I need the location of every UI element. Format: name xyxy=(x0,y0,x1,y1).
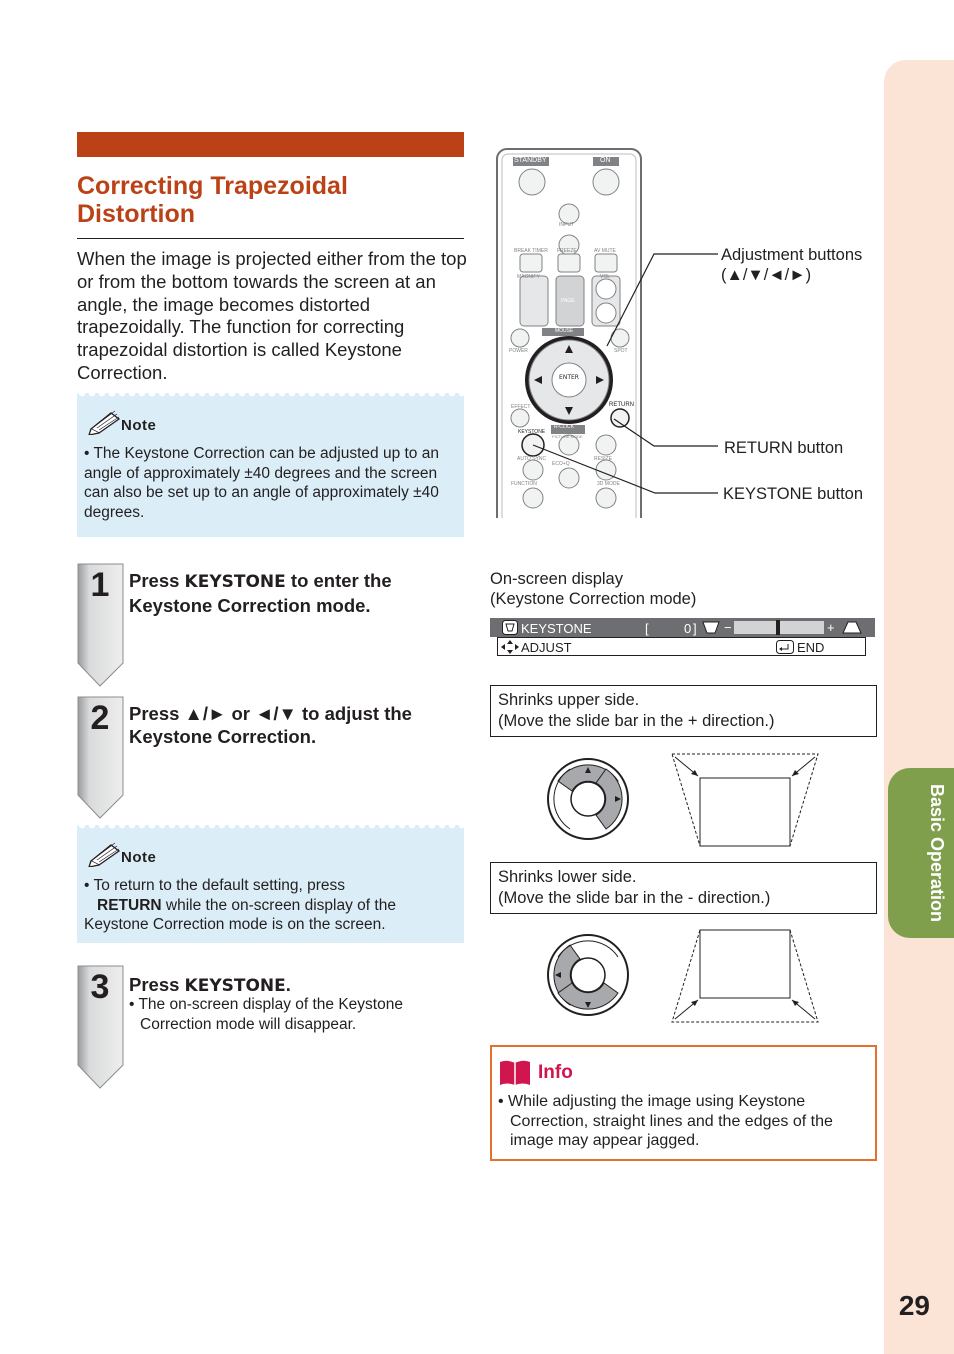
osd-caption: On-screen display (Keystone Correction mode) xyxy=(490,570,697,608)
osd-keystone-label: KEYSTONE xyxy=(521,621,592,636)
osd-value: 0 xyxy=(684,621,692,636)
remote-label-mouse: MOUSE xyxy=(555,328,574,334)
arrow-pad-up-right xyxy=(546,757,636,847)
remote-label-freeze: FREEZE xyxy=(557,248,577,254)
remote-label-on: ON xyxy=(600,157,611,164)
remote-label-standby: STANDBY xyxy=(514,157,547,164)
callout-return-button: RETURN button xyxy=(724,439,844,457)
shrinks-upper-box: Shrinks upper side. (Move the slide bar in the + direction.) xyxy=(490,685,877,737)
remote-label-power: POWER xyxy=(509,348,528,354)
upper-keystone-diagram xyxy=(670,752,820,848)
intro-paragraph: When the image is projected either from the top or from the bottom towards the screen at an angle, the image becomes distorted trapezoidally. The function for correcting trapezoidal distortion is called Keystone Correction. xyxy=(77,248,467,383)
lower-keystone-diagram xyxy=(670,928,820,1024)
note-box-2 xyxy=(77,825,464,943)
note-text: • The Keystone Correction can be adjusted up to an angle of approximately ±40 degrees and the screen can also be set up to an angle of approximately ±40 degrees. xyxy=(84,445,439,521)
step-2-number: 2 xyxy=(90,699,110,737)
remote-label-vol: VOL xyxy=(600,274,611,280)
section-tab-label: Basic Operation xyxy=(927,783,947,923)
osd-plus: + xyxy=(827,620,835,635)
osd-end-label: END xyxy=(797,640,825,655)
note-heading: Note xyxy=(121,849,157,866)
remote-label-r-click: R-CLICK xyxy=(554,424,575,430)
remote-label-page: PAGE xyxy=(561,298,575,304)
trapezoid-down-icon xyxy=(702,621,720,634)
callout-adjustment-buttons: Adjustment buttons (▲/▼/◄/►) xyxy=(721,246,863,284)
callout-lines xyxy=(0,0,954,600)
osd-bracket-close: ] xyxy=(693,621,697,636)
info-heading: Info xyxy=(538,1062,573,1083)
remote-label-3d-mode: 3D MODE xyxy=(597,481,620,487)
remote-label-function: FUNCTION xyxy=(511,481,537,487)
remote-label-effect: EFFECT xyxy=(511,404,531,410)
step-3-bullet: • The on-screen display of the Keystone Correction mode will disappear. xyxy=(129,996,403,1033)
step-1-number: 1 xyxy=(90,566,110,604)
move-arrows-icon xyxy=(501,640,519,654)
svg-text:ENTER: ENTER xyxy=(559,374,579,381)
step-3-text: Press KEYSTONE. xyxy=(129,974,291,996)
step-1-text: Press KEYSTONE to enter the Keystone Correction mode. xyxy=(129,570,392,616)
pencil-icon xyxy=(87,841,123,867)
osd-slider-thumb xyxy=(776,620,780,635)
note-text: • To return to the default setting, press RETURN while the on-screen display of the Keystone Correction mode is on the screen. xyxy=(84,877,396,933)
remote-label-return: RETURN xyxy=(609,402,634,408)
return-icon xyxy=(776,640,794,654)
remote-label-eco: ECO+Q xyxy=(552,461,570,467)
info-text: • While adjusting the image using Keystone Correction, straight lines and the edges of the image may appear jagged. xyxy=(498,1093,833,1149)
shrinks-lower-box: Shrinks lower side. (Move the slide bar in the - direction.) xyxy=(490,862,877,914)
remote-label-av-mute: AV MUTE xyxy=(594,248,616,254)
remote-label-picture-mode: PICTURE MODE xyxy=(552,434,583,439)
callout-keystone-button: KEYSTONE button xyxy=(723,485,864,503)
remote-label-resize: RESIZE xyxy=(594,456,613,462)
page-title: Correcting Trapezoidal Distortion xyxy=(77,172,348,228)
remote-label-magnify: MAGNIFY xyxy=(517,274,540,280)
osd-bracket-open: [ xyxy=(645,621,649,636)
step-2-text: Press ▲/► or ◄/▼ to adjust the Keystone Correction. xyxy=(129,703,412,747)
osd-minus: − xyxy=(724,620,732,635)
remote-label-input: INPUT xyxy=(559,222,574,228)
trapezoid-up-icon xyxy=(842,621,862,634)
note-heading: Note xyxy=(121,417,157,434)
arrow-pad-left-down xyxy=(546,933,636,1023)
remote-label-auto-sync: AUTO SYNC xyxy=(517,456,547,462)
step-3-number: 3 xyxy=(90,968,110,1006)
keystone-icon xyxy=(502,620,518,635)
remote-label-break-timer: BREAK TIMER xyxy=(514,248,548,254)
osd-adjust-label: ADJUST xyxy=(521,640,572,655)
page-number: 29 xyxy=(898,1290,930,1321)
remote-label-spot: SPOT xyxy=(614,348,628,354)
book-icon xyxy=(499,1059,531,1086)
remote-label-keystone: KEYSTONE xyxy=(518,429,546,435)
